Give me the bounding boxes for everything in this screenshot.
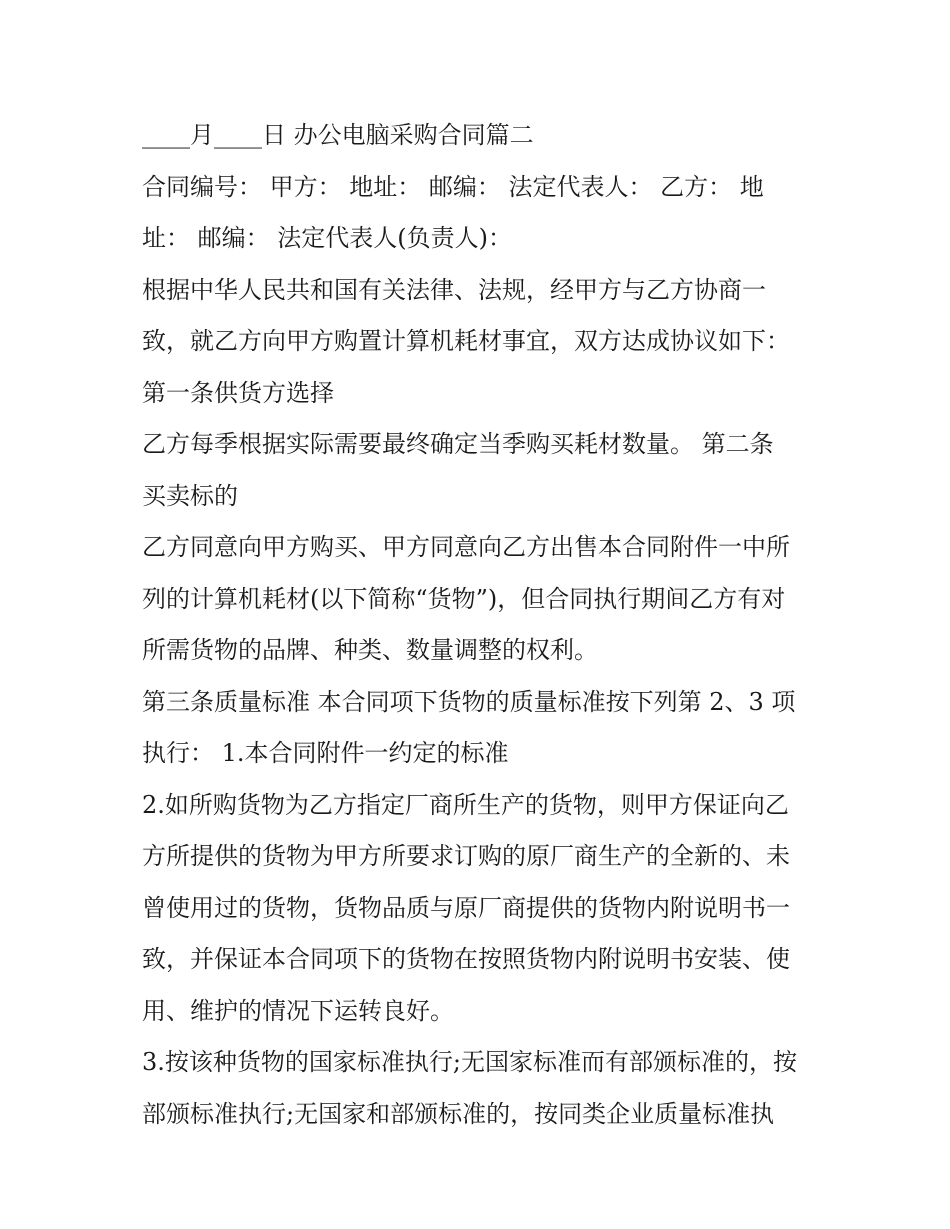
text-line: 列的计算机耗材(以下简称“货物”)，但合同执行期间乙方有对 [142, 584, 786, 613]
text-line: 部颁标准执行;无国家和部颁标准的，按同类企业质量标准执 [142, 1099, 775, 1128]
text-line: 乙方同意向甲方购买、甲方同意向乙方出售本合同附件一中所 [142, 533, 790, 561]
text-line: 致，并保证本合同项下的货物在按照货物内附说明书安装、使 [142, 945, 790, 973]
text-line: 址： 邮编： 法定代表人(负责人)： [142, 224, 512, 252]
section-heading: 第一条供货方选择 [142, 378, 334, 407]
text-line: 用、维护的情况下运转良好。 [142, 996, 454, 1025]
text-line: 所需货物的品牌、种类、数量调整的权利。 [142, 636, 598, 664]
text-line: 买卖标的 [142, 481, 238, 510]
text-line: 3.按该种货物的国家标准执行;无国家标准而有部颁标准的，按 [142, 1048, 797, 1076]
text-line: 乙方每季根据实际需要最终确定当季购买耗材数量。 第二条 [142, 430, 774, 458]
text-line: ____月____日 办公电脑采购合同篇二 [142, 121, 534, 149]
text-line: 曾使用过的货物，货物品质与原厂商提供的货物内附说明书一 [142, 893, 790, 922]
text-line: 方所提供的货物为甲方所要求订购的原厂商生产的全新的、未 [142, 842, 790, 870]
text-line: 根据中华人民共和国有关法律、法规，经甲方与乙方协商一 [142, 275, 766, 304]
text-line: 合同编号： 甲方： 地址： 邮编： 法定代表人： 乙方： 地 [142, 172, 764, 201]
text-line: 执行： 1.本合同附件一约定的标准 [142, 739, 509, 767]
contract-text [142, 110, 822, 1140]
text-line: 致，就乙方向甲方购置计算机耗材事宜，双方达成协议如下： [142, 327, 790, 355]
text-line: 第三条质量标准 本合同项下货物的质量标准按下列第 2、3 项 [142, 687, 796, 716]
text-line: 2.如所购货物为乙方指定厂商所生产的货物，则甲方保证向乙 [142, 790, 789, 819]
